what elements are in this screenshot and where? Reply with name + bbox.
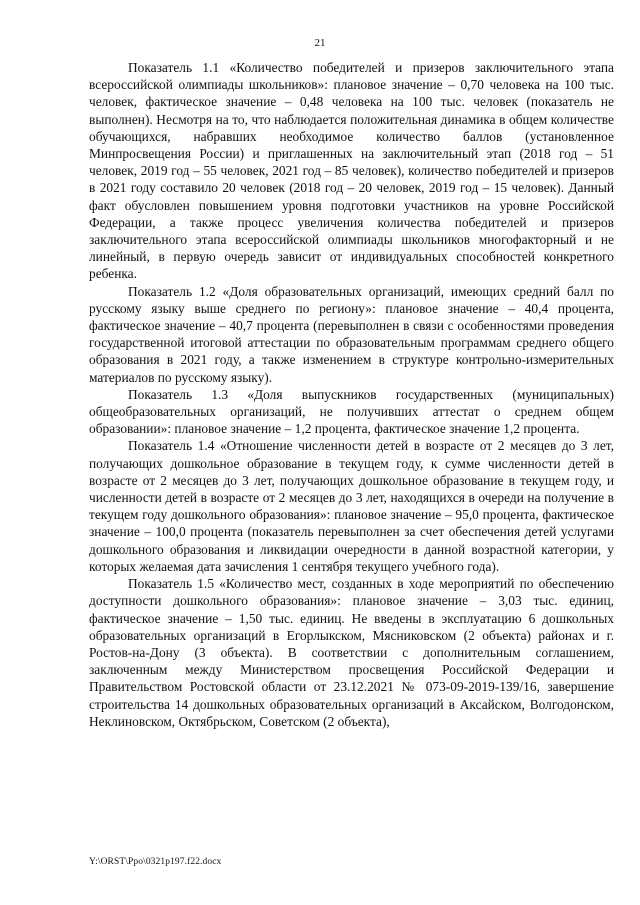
paragraph-indicator-1-1: Показатель 1.1 «Количество победителей и призеров заключительного этапа всероссийской олимпиады школьников»: плановое значение – 0,70 человека на 100 тыс. человек, фактическое значение – 0,48 человека на 100 тыс. человек (показатель не выполнен). Несмотря на то, что наблюдается положительная динамика в общем количестве обучающихся, набравших необходимое количество баллов (установленное Минпросвещения России) и приглашенных на заключительный этап (2018 год – 51 человек, 2019 год – 55 человек, 2021 год – 85 человек), количество победителей и призеров в 2021 году составило 20 человек (2018 год – 20 человек, 2019 год – 15 человек). Данный факт обусловлен повышением уровня подготовки участников на уровне Российской Федерации, а также процесс увеличения количества победителей и призеров заключительного этапа всероссийской олимпиады школьников многофакторный и не линейный, в первую очередь зависит от индивидуальных способностей конкретного ребенка. — [89, 60, 614, 282]
paragraph-indicator-1-2: Показатель 1.2 «Доля образовательных организаций, имеющих средний балл по русскому языку выше среднего по региону»: плановое значение – 40,4 процента, фактическое значение – 40,7 процента (перевыполнен в связи с особенностями проведения государственной итоговой аттестации по образовательным программам среднего общего образования в 2021 году, а также изменением в структуре контрольно-измерительных материалов по русскому языку). — [89, 283, 614, 385]
paragraph-indicator-1-4: Показатель 1.4 «Отношение численности детей в возрасте от 2 месяцев до 3 лет, получающих дошкольное образование в текущем году, к сумме численности детей в возрасте от 2 месяцев до 3 лет, получающих дошкольное образование в текущем году, и численности детей в возрасте от 2 месяцев до 3 лет, находящихся в очереди на получение в текущем году дошкольного образования»: плановое значение – 95,0 процента, фактическое значение – 100,0 процента (показатель перевыполнен за счет обеспечения детей услугами дошкольного образования и ликвидации очередности в данной возрастной категории, у которых желаемая дата зачисления 1 сентября текущего учебного года). — [89, 438, 614, 574]
page-number: 21 — [314, 37, 326, 49]
footer-file-path: Y:\ORST\Ppo\0321p197.f22.docx — [89, 857, 222, 867]
paragraph-indicator-1-3: Показатель 1.3 «Доля выпускников государственных (муниципальных) общеобразовательных организаций, не получивших аттестат о среднем общем образовании»: плановое значение – 1,2 процента, фактическое значение 1,2 процента. — [89, 386, 614, 437]
paragraph-indicator-1-5: Показатель 1.5 «Количество мест, созданных в ходе мероприятий по обеспечению доступности дошкольного образования»: плановое значение – 3,03 тыс. единиц, фактическое значение – 1,50 тыс. единиц. Не введены в эксплуатацию 6 дошкольных образовательных организаций в Егорлыкском, Мясниковском (2 объекта) районах и г. Ростов-на-Дону (3 объекта). В соответствии с дополнительным соглашением, заключенным между Министерством просвещения Российской Федерации и Правительством Ростовской области от 23.12.2021 № 073-09-2019-139/16, завершение строительства 14 дошкольных образовательных организаций в Аксайском, Волгодонском, Неклиновском, Октябрьском, Советском (2 объекта), — [89, 576, 614, 729]
document-body — [89, 59, 614, 730]
